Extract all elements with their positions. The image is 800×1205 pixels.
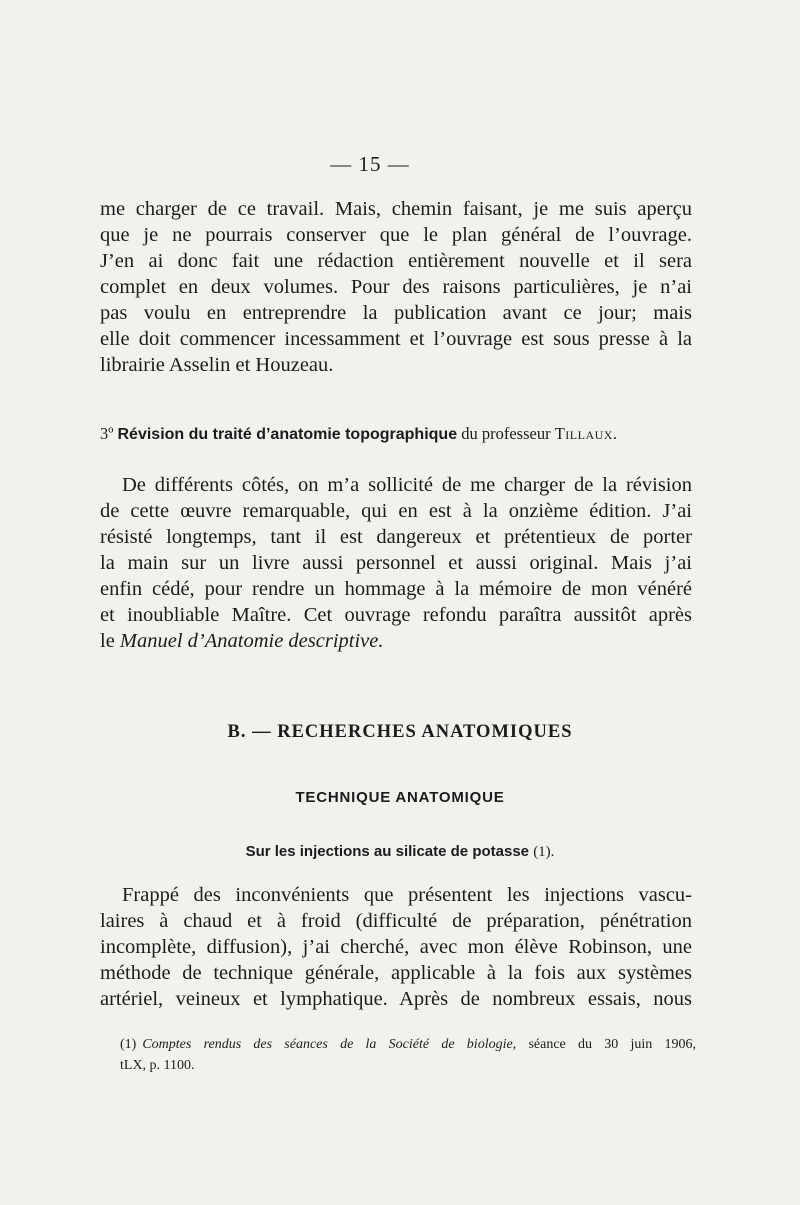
- article-title: [0, 843, 800, 861]
- paragraph-continuation: [100, 196, 692, 378]
- text-line: la main sur un livre aussi personnel et aussi original. Mais j’ai: [100, 552, 692, 574]
- item-number: 3º: [100, 424, 114, 443]
- text-line: résisté longtemps, tant il est dangereux et prétentieux de porter: [100, 526, 692, 548]
- text-line: elle doit commencer incessamment et l’ouvrage est sous presse à la: [100, 328, 692, 350]
- text-fragment: le: [100, 630, 115, 652]
- text-line: que je ne pourrais conserver que le plan général de l’ouvrage.: [100, 224, 692, 246]
- text-line: De différents côtés, on m’a sollicité de me charger de la révision: [122, 474, 692, 496]
- text-line: Frappé des inconvénients que présentent les injections vascu-: [122, 884, 692, 906]
- page-number: — 15 —: [330, 152, 410, 176]
- article-title-text: Sur les injections au silicate de potasse: [245, 843, 530, 860]
- paragraph-revision: [100, 472, 692, 654]
- footnote-detail: séance du 30 juin 1906,: [528, 1037, 696, 1052]
- item-title: Révision du traité d’anatomie topographique: [117, 426, 458, 443]
- text-line-last: [100, 628, 692, 654]
- footnote-line: tLX, p. 1100.: [120, 1058, 195, 1073]
- text-line: me charger de ce travail. Mais, chemin faisant, je me suis aperçu: [100, 198, 692, 220]
- text-line: incomplète, diffusion), j’ai cherché, avec mon élève Robinson, une: [100, 936, 692, 958]
- item-author: Tillaux.: [554, 424, 618, 443]
- item-title-tail: du professeur: [461, 424, 551, 443]
- text-line: librairie Asselin et Houzeau.: [100, 354, 334, 376]
- footnote-mark: (1): [120, 1037, 137, 1052]
- text-line: artériel, veineux et lymphatique. Après de nombreux essais, nous: [100, 988, 692, 1010]
- footnote-source: Comptes rendus des séances de la Société de biologie,: [142, 1037, 517, 1052]
- text-line: et inoubliable Maître. Cet ouvrage refondu paraîtra aussitôt après: [100, 604, 692, 626]
- text-line: enfin cédé, pour rendre un hommage à la mémoire de mon vénéré: [100, 578, 692, 600]
- text-line: pas voulu en entreprendre la publication avant ce jour; mais: [100, 302, 692, 324]
- text-line: laires à chaud et à froid (difficulté de préparation, pénétration: [100, 910, 692, 932]
- text-line: J’en ai donc fait une rédaction entièrement nouvelle et il sera: [100, 250, 692, 272]
- subsection-title: TECHNIQUE ANATOMIQUE: [295, 789, 505, 806]
- paragraph-injections: [100, 882, 692, 1012]
- item-heading-revision: [100, 424, 700, 444]
- text-line: de cette œuvre remarquable, qui en est à la onzième édition. J’ai: [100, 500, 692, 522]
- section-title: B. — RECHERCHES ANATOMIQUES: [227, 722, 573, 742]
- footnote-reference: (1).: [533, 844, 555, 860]
- footnote-line: [120, 1034, 696, 1055]
- italic-title: Manuel d’Anatomie descriptive.: [119, 630, 384, 652]
- text-line: méthode de technique générale, applicable à la fois aux systèmes: [100, 962, 692, 984]
- text-line: complet en deux volumes. Pour des raisons particulières, je n’ai: [100, 276, 692, 298]
- footnote: [120, 1034, 696, 1076]
